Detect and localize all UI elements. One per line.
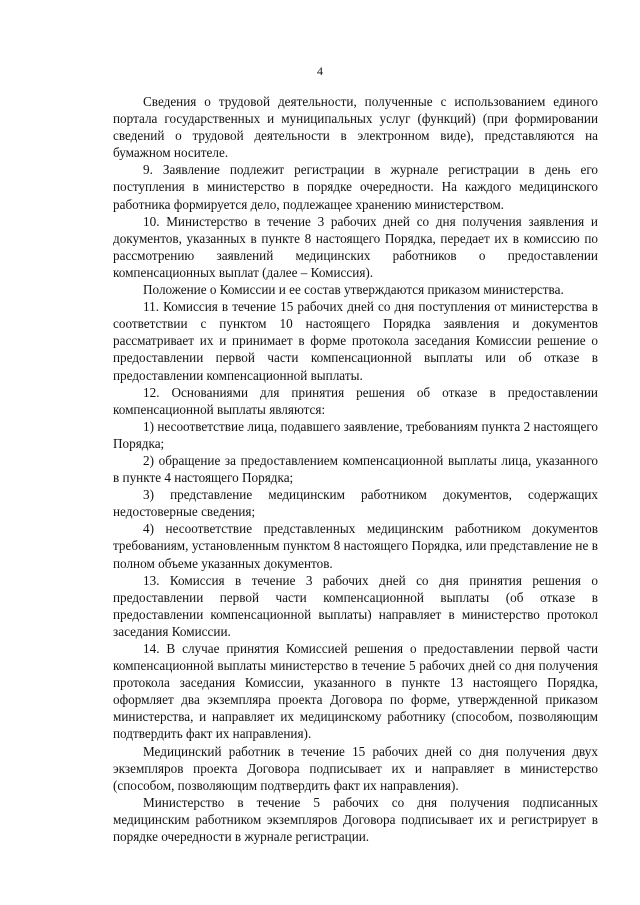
paragraph-item-9: 9. Заявление подлежит регистрации в журнале регистрации в день его поступления в министерство в порядке очередности. На каждого медицинского работника формируется дело, подлежащее хранению министерством. xyxy=(113,162,598,212)
document-body xyxy=(113,93,598,845)
paragraph-item-12-3: 3) представление медицинским работником документов, содержащих недостоверные сведения; xyxy=(113,487,598,520)
paragraph-item-13: 13. Комиссия в течение 3 рабочих дней со дня принятия решения о предоставлении первой части компенсационной выплаты (об отказе в предоставлении компенсационной выплаты) направляет в министерство протокол заседания Комиссии. xyxy=(113,572,598,639)
paragraph-labor-info: Сведения о трудовой деятельности, полученные с использованием единого портала государственных и муниципальных услуг (функций) (при формировании сведений о трудовой деятельности в электронном виде), представляются на бумажном носителе. xyxy=(113,94,598,161)
paragraph-item-12-2: 2) обращение за предоставлением компенсационной выплаты лица, указанного в пункте 4 настоящего Порядка; xyxy=(113,452,598,486)
page-number: 4 xyxy=(317,64,323,78)
paragraph-worker-signs: Медицинский работник в течение 15 рабочих дней со дня получения двух экземпляров проекта Договора подписывает их и направляет в министерство (способом, позволяющим подтвердить факт их направления). xyxy=(113,743,598,793)
paragraph-ministry-registers: Министерство в течение 5 рабочих со дня получения подписанных медицинским работником экземпляров Договора подписывает их и регистрирует в порядке очередности в журнале регистрации. xyxy=(113,794,598,845)
paragraph-item-10: 10. Министерство в течение 3 рабочих дней со дня получения заявления и документов, указанных в пункте 8 настоящего Порядка, передает их в комиссию по рассмотрению заявлений медицинских работников о предоставлении компенсационных выплат (далее – Комиссия). xyxy=(113,213,598,280)
paragraph-item-12: 12. Основаниями для принятия решения об отказе в предоставлении компенсационной выплаты являются: xyxy=(113,384,598,417)
paragraph-item-12-1: 1) несоответствие лица, подавшего заявление, требованиям пункта 2 настоящего Порядка; xyxy=(113,418,598,451)
paragraph-item-11: 11. Комиссия в течение 15 рабочих дней со дня поступления от министерства в соответствии с пунктом 10 настоящего Порядка заявления и документов рассматривает их и принимает в форме протокола заседания Комиссии решение о предоставлении первой части компенсационной выплаты или об отказе в предоставлении компенсационной выплаты. xyxy=(113,299,598,383)
paragraph-item-14: 14. В случае принятия Комиссией решения о предоставлении первой части компенсационной выплаты министерство в течение 5 рабочих дней со дня получения протокола заседания Комиссии, указанного в пункте 13 настоящего Порядка, оформляет два экземпляра проекта Договора по форме, утвержденной приказом министерства, и направляет их медицинскому работнику (способом, позволяющим подтвердить факт их направления). xyxy=(113,641,598,742)
paragraph-item-12-4: 4) несоответствие представленных медицинским работником документов требованиям, установленным пунктом 8 настоящего Порядка, или представление не в полном объеме указанных документов. xyxy=(113,521,598,571)
paragraph-commission-regulation: Положение о Комиссии и ее состав утверждаются приказом министерства. xyxy=(143,282,564,298)
